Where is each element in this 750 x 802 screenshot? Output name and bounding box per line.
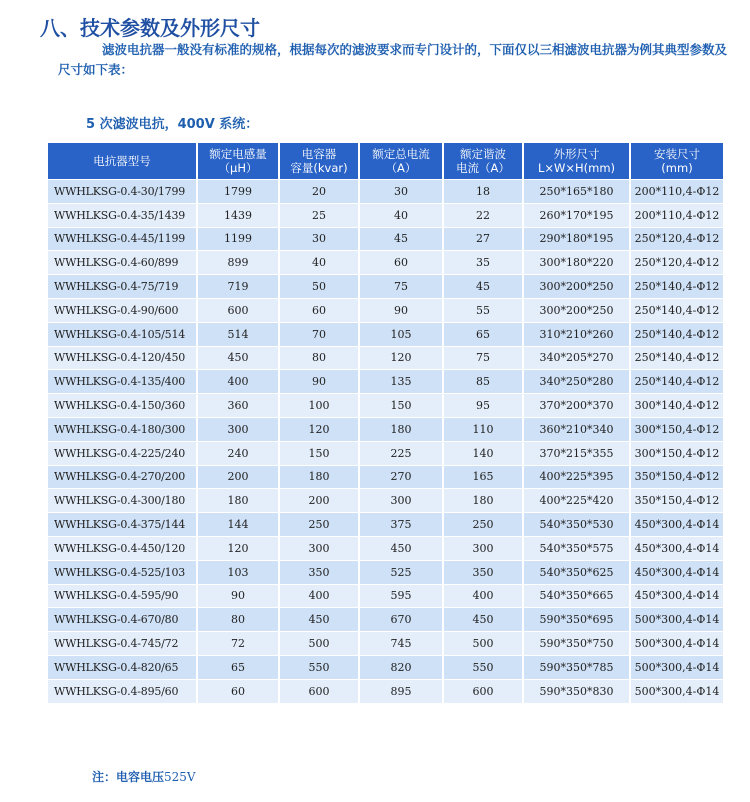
cell-capacity: 20 [280, 179, 360, 203]
cell-capacity: 25 [280, 203, 360, 227]
cell-total-current: 45 [360, 227, 444, 251]
table-row [48, 488, 723, 512]
cell-dimensions: 300*200*250 [524, 274, 631, 298]
cell-mounting: 250*140,4-Φ12 [631, 369, 723, 393]
cell-inductance: 240 [198, 441, 280, 465]
table-row [48, 179, 723, 203]
cell-harmonic-current: 165 [444, 465, 524, 489]
header-mounting-line: 安装尺寸 [654, 147, 700, 161]
cell-dimensions: 590*350*695 [524, 607, 631, 631]
cell-model: WWHLKSG-0.4-180/300 [48, 417, 198, 441]
cell-mounting: 500*300,4-Φ14 [631, 679, 723, 703]
cell-mounting: 250*140,4-Φ12 [631, 346, 723, 370]
table-row [48, 560, 723, 584]
cell-harmonic-current: 140 [444, 441, 524, 465]
cell-model: WWHLKSG-0.4-150/360 [48, 393, 198, 417]
cell-mounting: 200*110,4-Φ12 [631, 179, 723, 203]
cell-dimensions: 340*250*280 [524, 369, 631, 393]
cell-mounting: 250*140,4-Φ12 [631, 274, 723, 298]
header-harmonic-current-line: 电流（A） [456, 161, 510, 175]
footnote [92, 768, 196, 785]
cell-dimensions: 590*350*830 [524, 679, 631, 703]
cell-total-current: 180 [360, 417, 444, 441]
cell-harmonic-current: 75 [444, 346, 524, 370]
cell-inductance: 1799 [198, 179, 280, 203]
cell-mounting: 300*150,4-Φ12 [631, 417, 723, 441]
table-row [48, 393, 723, 417]
cell-harmonic-current: 500 [444, 631, 524, 655]
table-row [48, 679, 723, 703]
cell-capacity: 250 [280, 512, 360, 536]
cell-model: WWHLKSG-0.4-820/65 [48, 655, 198, 679]
cell-dimensions: 540*350*665 [524, 584, 631, 608]
cell-total-current: 105 [360, 322, 444, 346]
header-capacity-line: 容量(kvar) [290, 161, 348, 175]
header-inductance-line: （μH） [218, 161, 258, 175]
header-mounting [631, 143, 723, 179]
cell-total-current: 225 [360, 441, 444, 465]
cell-harmonic-current: 350 [444, 560, 524, 584]
header-mounting-line: (mm) [661, 161, 693, 175]
cell-inductance: 65 [198, 655, 280, 679]
cell-mounting: 450*300,4-Φ14 [631, 536, 723, 560]
cell-capacity: 180 [280, 465, 360, 489]
cell-inductance: 450 [198, 346, 280, 370]
table-row [48, 322, 723, 346]
cell-mounting: 450*300,4-Φ14 [631, 560, 723, 584]
cell-capacity: 200 [280, 488, 360, 512]
table-row [48, 655, 723, 679]
cell-model: WWHLKSG-0.4-225/240 [48, 441, 198, 465]
cell-mounting: 300*140,4-Φ12 [631, 393, 723, 417]
header-model [48, 143, 198, 179]
cell-inductance: 400 [198, 369, 280, 393]
table-row [48, 274, 723, 298]
cell-harmonic-current: 35 [444, 250, 524, 274]
cell-mounting: 450*300,4-Φ14 [631, 512, 723, 536]
cell-capacity: 450 [280, 607, 360, 631]
cell-inductance: 1199 [198, 227, 280, 251]
cell-total-current: 40 [360, 203, 444, 227]
footnote-label: 注：电容电压 [92, 770, 165, 784]
cell-harmonic-current: 600 [444, 679, 524, 703]
cell-model: WWHLKSG-0.4-60/899 [48, 250, 198, 274]
cell-harmonic-current: 110 [444, 417, 524, 441]
table-row [48, 512, 723, 536]
cell-mounting: 300*150,4-Φ12 [631, 441, 723, 465]
cell-dimensions: 360*210*340 [524, 417, 631, 441]
table-row [48, 203, 723, 227]
cell-model: WWHLKSG-0.4-895/60 [48, 679, 198, 703]
cell-capacity: 400 [280, 584, 360, 608]
table-row [48, 346, 723, 370]
cell-harmonic-current: 180 [444, 488, 524, 512]
cell-dimensions: 400*225*420 [524, 488, 631, 512]
cell-harmonic-current: 85 [444, 369, 524, 393]
header-harmonic-current-line: 额定谐波 [460, 147, 506, 161]
cell-model: WWHLKSG-0.4-375/144 [48, 512, 198, 536]
section-title: 八、技术参数及外形尺寸 [40, 16, 260, 40]
cell-capacity: 30 [280, 227, 360, 251]
header-total-current [360, 143, 444, 179]
cell-model: WWHLKSG-0.4-75/719 [48, 274, 198, 298]
cell-capacity: 70 [280, 322, 360, 346]
spec-table-header [48, 143, 723, 179]
cell-dimensions: 540*350*575 [524, 536, 631, 560]
header-row [48, 143, 723, 179]
cell-harmonic-current: 550 [444, 655, 524, 679]
cell-total-current: 525 [360, 560, 444, 584]
cell-total-current: 745 [360, 631, 444, 655]
table-row [48, 631, 723, 655]
cell-dimensions: 540*350*530 [524, 512, 631, 536]
cell-dimensions: 260*170*195 [524, 203, 631, 227]
cell-total-current: 30 [360, 179, 444, 203]
cell-inductance: 360 [198, 393, 280, 417]
cell-inductance: 899 [198, 250, 280, 274]
cell-harmonic-current: 450 [444, 607, 524, 631]
cell-harmonic-current: 95 [444, 393, 524, 417]
cell-mounting: 500*300,4-Φ14 [631, 655, 723, 679]
cell-inductance: 72 [198, 631, 280, 655]
intro-paragraph: 滤波电抗器一般没有标准的规格，根据每次的滤波要求而专门设计的，下面仅以三相滤波电抗器为例其典型参数及尺寸如下表： [58, 42, 728, 77]
cell-model: WWHLKSG-0.4-105/514 [48, 322, 198, 346]
cell-harmonic-current: 300 [444, 536, 524, 560]
cell-mounting: 200*110,4-Φ12 [631, 203, 723, 227]
table-row [48, 607, 723, 631]
cell-mounting: 250*140,4-Φ12 [631, 298, 723, 322]
cell-model: WWHLKSG-0.4-670/80 [48, 607, 198, 631]
cell-dimensions: 300*200*250 [524, 298, 631, 322]
cell-harmonic-current: 400 [444, 584, 524, 608]
table-row [48, 250, 723, 274]
cell-harmonic-current: 55 [444, 298, 524, 322]
cell-harmonic-current: 45 [444, 274, 524, 298]
cell-inductance: 1439 [198, 203, 280, 227]
table-row [48, 584, 723, 608]
cell-capacity: 150 [280, 441, 360, 465]
table-row [48, 369, 723, 393]
cell-capacity: 500 [280, 631, 360, 655]
cell-total-current: 375 [360, 512, 444, 536]
cell-harmonic-current: 27 [444, 227, 524, 251]
cell-inductance: 103 [198, 560, 280, 584]
header-dimensions-line: 外形尺寸 [553, 147, 600, 161]
cell-total-current: 670 [360, 607, 444, 631]
cell-model: WWHLKSG-0.4-135/400 [48, 369, 198, 393]
cell-model: WWHLKSG-0.4-450/120 [48, 536, 198, 560]
cell-capacity: 300 [280, 536, 360, 560]
header-dimensions [524, 143, 631, 179]
header-total-current-line: 额定总电流 [372, 147, 430, 161]
cell-mounting: 250*140,4-Φ12 [631, 322, 723, 346]
cell-inductance: 80 [198, 607, 280, 631]
cell-dimensions: 540*350*625 [524, 560, 631, 584]
cell-inductance: 90 [198, 584, 280, 608]
cell-total-current: 60 [360, 250, 444, 274]
cell-total-current: 895 [360, 679, 444, 703]
cell-mounting: 500*300,4-Φ14 [631, 607, 723, 631]
cell-inductance: 60 [198, 679, 280, 703]
cell-inductance: 514 [198, 322, 280, 346]
footnote-value: 525V [164, 770, 196, 784]
cell-dimensions: 400*225*395 [524, 465, 631, 489]
cell-dimensions: 290*180*195 [524, 227, 631, 251]
cell-capacity: 550 [280, 655, 360, 679]
spec-table [48, 143, 723, 703]
cell-mounting: 500*300,4-Φ14 [631, 631, 723, 655]
cell-mounting: 250*120,4-Φ12 [631, 250, 723, 274]
cell-model: WWHLKSG-0.4-270/200 [48, 465, 198, 489]
cell-mounting: 350*150,4-Φ12 [631, 465, 723, 489]
cell-total-current: 450 [360, 536, 444, 560]
cell-harmonic-current: 18 [444, 179, 524, 203]
table-row [48, 417, 723, 441]
cell-mounting: 450*300,4-Φ14 [631, 584, 723, 608]
cell-total-current: 90 [360, 298, 444, 322]
header-total-current-line: （A） [385, 161, 417, 175]
header-dimensions-line: L×W×H(mm) [537, 161, 616, 175]
cell-dimensions: 250*165*180 [524, 179, 631, 203]
cell-harmonic-current: 65 [444, 322, 524, 346]
header-inductance [198, 143, 280, 179]
cell-model: WWHLKSG-0.4-30/1799 [48, 179, 198, 203]
cell-dimensions: 370*215*355 [524, 441, 631, 465]
cell-inductance: 300 [198, 417, 280, 441]
cell-capacity: 600 [280, 679, 360, 703]
table-row [48, 441, 723, 465]
cell-model: WWHLKSG-0.4-90/600 [48, 298, 198, 322]
header-inductance-line: 额定电感量 [209, 147, 267, 161]
header-harmonic-current [444, 143, 524, 179]
cell-model: WWHLKSG-0.4-525/103 [48, 560, 198, 584]
cell-harmonic-current: 250 [444, 512, 524, 536]
cell-capacity: 60 [280, 298, 360, 322]
header-capacity [280, 143, 360, 179]
cell-model: WWHLKSG-0.4-595/90 [48, 584, 198, 608]
cell-total-current: 300 [360, 488, 444, 512]
table-row [48, 298, 723, 322]
cell-capacity: 80 [280, 346, 360, 370]
cell-total-current: 135 [360, 369, 444, 393]
cell-model: WWHLKSG-0.4-120/450 [48, 346, 198, 370]
table-row [48, 465, 723, 489]
cell-total-current: 75 [360, 274, 444, 298]
cell-capacity: 100 [280, 393, 360, 417]
cell-total-current: 150 [360, 393, 444, 417]
table-row [48, 536, 723, 560]
cell-dimensions: 310*210*260 [524, 322, 631, 346]
cell-capacity: 90 [280, 369, 360, 393]
cell-inductance: 719 [198, 274, 280, 298]
cell-total-current: 120 [360, 346, 444, 370]
cell-harmonic-current: 22 [444, 203, 524, 227]
cell-total-current: 270 [360, 465, 444, 489]
cell-inductance: 600 [198, 298, 280, 322]
cell-model: WWHLKSG-0.4-35/1439 [48, 203, 198, 227]
cell-model: WWHLKSG-0.4-45/1199 [48, 227, 198, 251]
cell-inductance: 120 [198, 536, 280, 560]
cell-dimensions: 370*200*370 [524, 393, 631, 417]
cell-dimensions: 590*350*750 [524, 631, 631, 655]
table-subtitle: 5 次滤波电抗，400V 系统： [86, 117, 259, 132]
cell-model: WWHLKSG-0.4-300/180 [48, 488, 198, 512]
cell-dimensions: 300*180*220 [524, 250, 631, 274]
cell-inductance: 200 [198, 465, 280, 489]
cell-capacity: 40 [280, 250, 360, 274]
cell-capacity: 50 [280, 274, 360, 298]
cell-capacity: 350 [280, 560, 360, 584]
spec-table-body [48, 179, 723, 703]
cell-inductance: 180 [198, 488, 280, 512]
cell-total-current: 595 [360, 584, 444, 608]
header-model-line: 电抗器型号 [93, 154, 151, 168]
header-capacity-line: 电容器 [301, 147, 337, 161]
cell-model: WWHLKSG-0.4-745/72 [48, 631, 198, 655]
cell-dimensions: 590*350*785 [524, 655, 631, 679]
cell-mounting: 350*150,4-Φ12 [631, 488, 723, 512]
cell-mounting: 250*120,4-Φ12 [631, 227, 723, 251]
cell-total-current: 820 [360, 655, 444, 679]
cell-dimensions: 340*205*270 [524, 346, 631, 370]
table-row [48, 227, 723, 251]
cell-capacity: 120 [280, 417, 360, 441]
cell-inductance: 144 [198, 512, 280, 536]
